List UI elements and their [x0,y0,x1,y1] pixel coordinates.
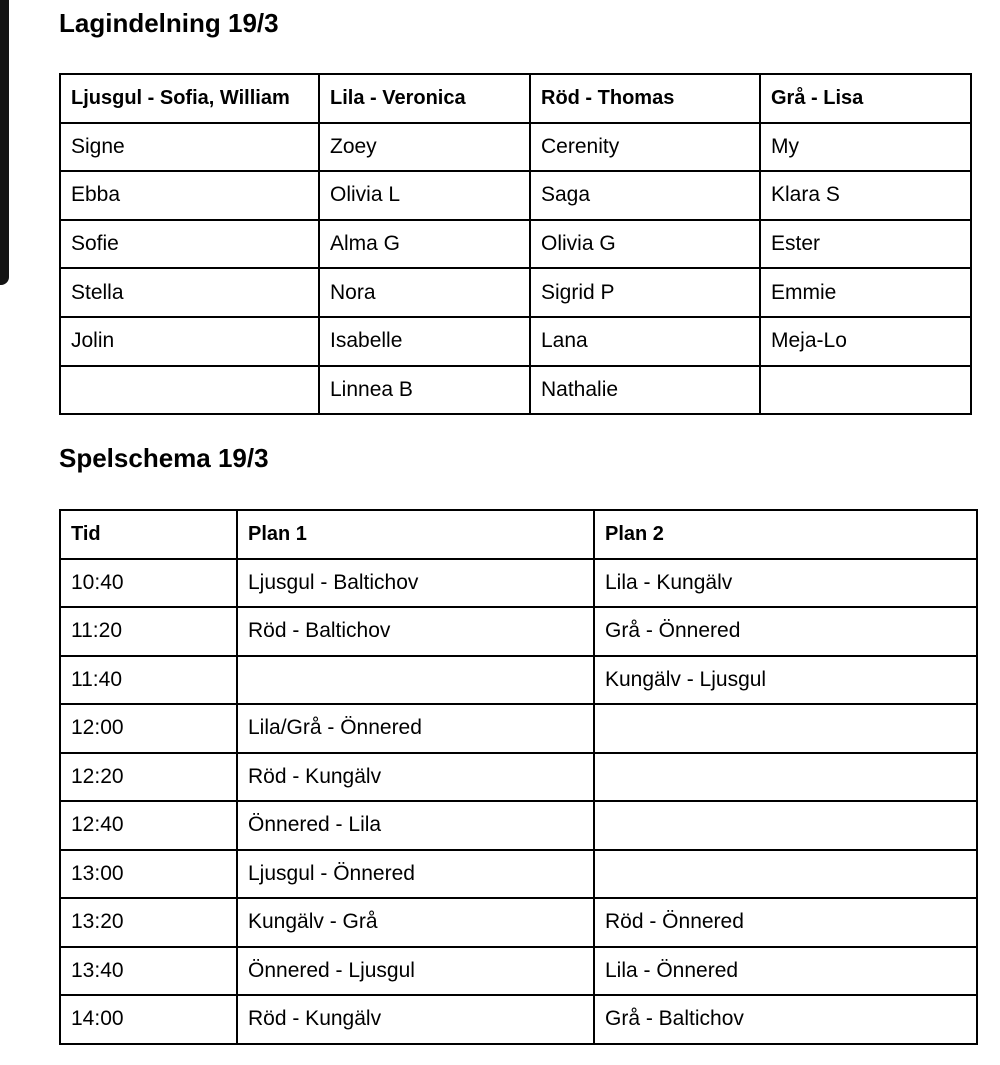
schedule-cell-time: 13:00 [60,850,237,899]
teams-cell: Ebba [60,171,319,220]
schedule-cell-plan2 [594,753,977,802]
teams-header-cell: Grå - Lisa [760,74,971,123]
schedule-cell-plan2: Lila - Kungälv [594,559,977,608]
schedule-row [60,947,977,996]
teams-cell: Alma G [319,220,530,269]
teams-cell: Sigrid P [530,268,760,317]
schedule-cell-plan1 [237,656,594,705]
schedule-cell-time: 12:00 [60,704,237,753]
teams-header-cell: Lila - Veronica [319,74,530,123]
teams-cell: Klara S [760,171,971,220]
teams-cell [60,366,319,415]
teams-cell: Nathalie [530,366,760,415]
window-edge-bar [0,0,9,285]
teams-cell: Jolin [60,317,319,366]
teams-cell: Olivia G [530,220,760,269]
teams-cell: Ester [760,220,971,269]
teams-cell: Stella [60,268,319,317]
teams-cell: Nora [319,268,530,317]
teams-cell: Cerenity [530,123,760,172]
schedule-cell-plan1: Röd - Kungälv [237,753,594,802]
teams-row [60,317,971,366]
schedule-cell-plan2: Grå - Önnered [594,607,977,656]
schedule-cell-time: 14:00 [60,995,237,1044]
schedule-cell-plan2: Lila - Önnered [594,947,977,996]
teams-header-cell: Röd - Thomas [530,74,760,123]
schedule-row [60,995,977,1044]
teams-row [60,366,971,415]
teams-cell: Sofie [60,220,319,269]
schedule-row [60,753,977,802]
teams-cell: Meja-Lo [760,317,971,366]
schedule-header-cell: Tid [60,510,237,559]
schedule-cell-plan2 [594,850,977,899]
schedule-title: Spelschema 19/3 [59,443,269,473]
teams-row [60,220,971,269]
schedule-header-cell: Plan 1 [237,510,594,559]
schedule-cell-time: 10:40 [60,559,237,608]
teams-cell: Zoey [319,123,530,172]
teams-cell: Signe [60,123,319,172]
teams-row [60,171,971,220]
teams-cell: Saga [530,171,760,220]
teams-cell: My [760,123,971,172]
schedule-cell-plan1: Önnered - Lila [237,801,594,850]
schedule-row [60,607,977,656]
schedule-table [59,509,978,1045]
schedule-row [60,704,977,753]
schedule-cell-plan1: Röd - Kungälv [237,995,594,1044]
schedule-cell-plan2 [594,801,977,850]
schedule-row [60,850,977,899]
schedule-cell-time: 11:40 [60,656,237,705]
schedule-row [60,559,977,608]
teams-title: Lagindelning 19/3 [59,8,279,38]
schedule-cell-time: 13:40 [60,947,237,996]
teams-header-cell: Ljusgul - Sofia, William [60,74,319,123]
schedule-cell-time: 13:20 [60,898,237,947]
schedule-cell-plan1: Ljusgul - Önnered [237,850,594,899]
schedule-cell-plan2: Röd - Önnered [594,898,977,947]
schedule-cell-plan2: Kungälv - Ljusgul [594,656,977,705]
schedule-cell-plan2: Grå - Baltichov [594,995,977,1044]
teams-table [59,73,972,415]
teams-row [60,268,971,317]
teams-cell: Isabelle [319,317,530,366]
schedule-cell-plan1: Önnered - Ljusgul [237,947,594,996]
schedule-cell-time: 12:40 [60,801,237,850]
teams-cell [760,366,971,415]
schedule-row [60,801,977,850]
schedule-cell-time: 11:20 [60,607,237,656]
schedule-cell-plan1: Röd - Baltichov [237,607,594,656]
teams-cell: Linnea B [319,366,530,415]
schedule-cell-plan1: Kungälv - Grå [237,898,594,947]
schedule-header-row [60,510,977,559]
schedule-header-cell: Plan 2 [594,510,977,559]
schedule-cell-time: 12:20 [60,753,237,802]
schedule-cell-plan2 [594,704,977,753]
teams-cell: Emmie [760,268,971,317]
schedule-row [60,898,977,947]
teams-header-row [60,74,971,123]
schedule-cell-plan1: Ljusgul - Baltichov [237,559,594,608]
schedule-row [60,656,977,705]
schedule-cell-plan1: Lila/Grå - Önnered [237,704,594,753]
teams-cell: Olivia L [319,171,530,220]
teams-cell: Lana [530,317,760,366]
teams-row [60,123,971,172]
